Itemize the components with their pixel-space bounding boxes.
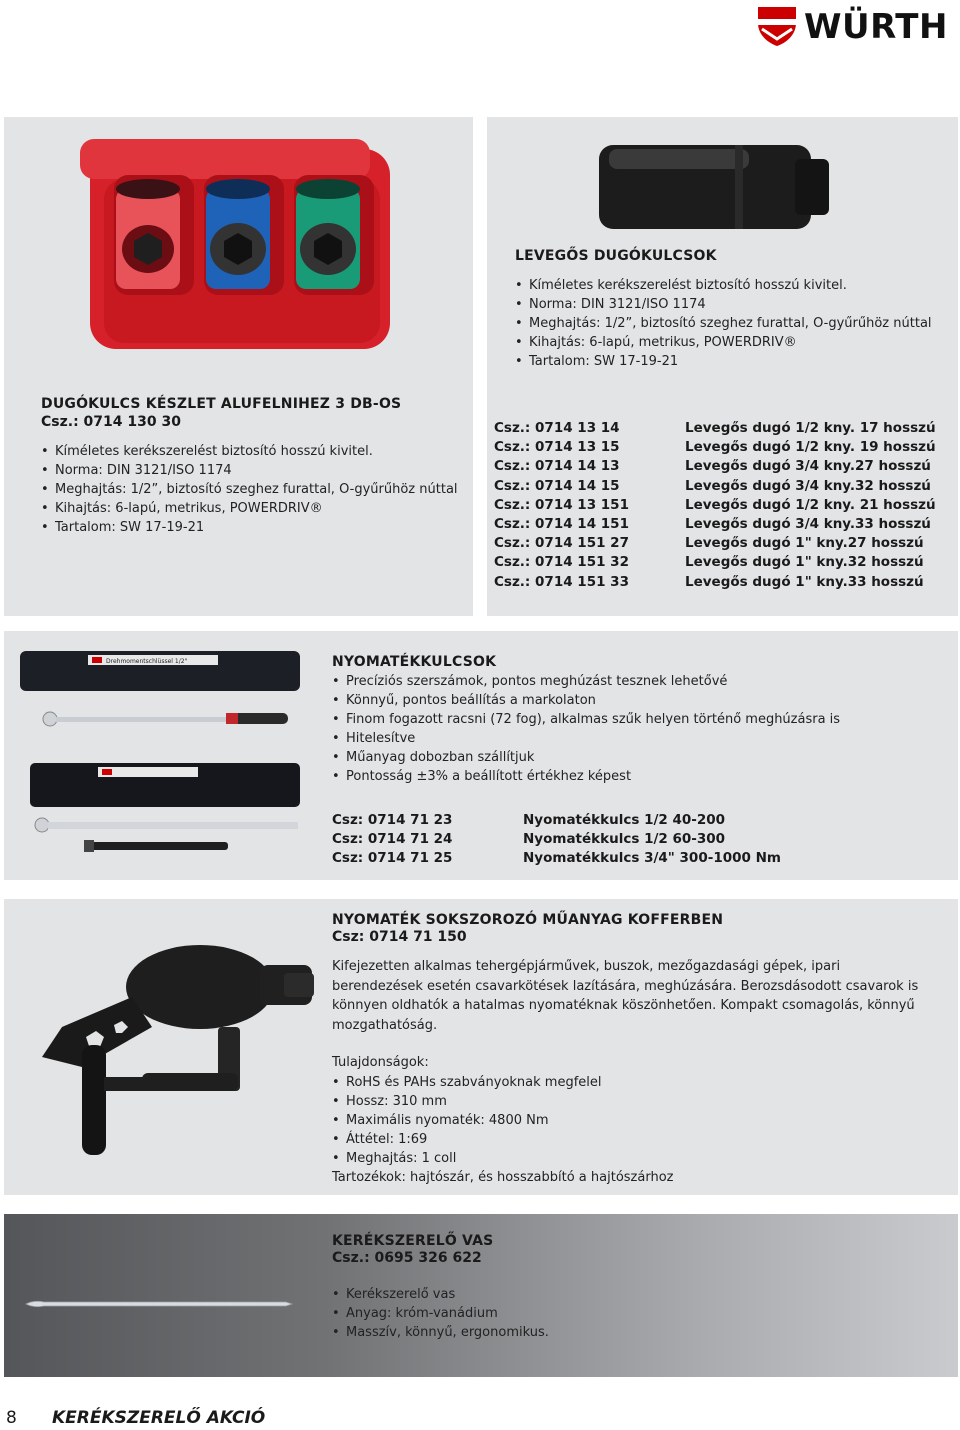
list-item: • Meghajtás: 1/2”, biztosító szeghez furattal, O-gyűrűhöz núttal <box>515 314 955 333</box>
properties-label: Tulajdonságok: <box>332 1055 429 1070</box>
table-row <box>332 849 781 868</box>
list-item: • Tartalom: SW 17-19-21 <box>41 518 461 537</box>
product-name-cell: Nyomatékkulcs 1/2 60-300 <box>523 831 726 848</box>
product-code-cell: Csz: 0714 71 23 <box>332 812 453 828</box>
properties-list <box>332 1073 952 1168</box>
list-item: • Finom fogazott racsni (72 fog), alkalmas szűk helyen történő meghúzásra is <box>332 710 952 729</box>
section-title: NYOMATÉKKULCSOK <box>332 654 497 670</box>
list-item: • Kihajtás: 6-lapú, metrikus, POWERDRIV® <box>41 499 461 518</box>
impact-socket-image <box>595 139 835 235</box>
tire-lever-image <box>24 1294 294 1314</box>
list-item: • Norma: DIN 3121/ISO 1174 <box>515 295 955 314</box>
feature-list <box>332 672 952 786</box>
list-item: • Pontosság ±3% a beállított értékhez képest <box>332 767 952 786</box>
product-name-cell: Levegős dugó 1" kny.33 hosszú <box>685 573 924 590</box>
section-title: LEVEGŐS DUGÓKULCSOK <box>515 248 717 264</box>
table-row <box>494 515 936 534</box>
table-row <box>494 573 936 592</box>
product-table <box>332 811 781 869</box>
table-row <box>494 457 936 476</box>
table-row <box>494 496 936 515</box>
list-item: • Norma: DIN 3121/ISO 1174 <box>41 461 461 480</box>
product-table <box>494 419 936 592</box>
product-code: Csz: 0714 71 150 <box>332 929 467 945</box>
product-code-cell: Csz: 0714 71 24 <box>332 831 453 848</box>
list-item: • Műanyag dobozban szállítjuk <box>332 748 952 767</box>
tire-lever-panel <box>4 1214 958 1377</box>
footer <box>0 1408 960 1430</box>
list-item: • Tartalom: SW 17-19-21 <box>515 352 955 371</box>
list-item: • Hossz: 310 mm <box>332 1092 952 1111</box>
brand-logo <box>756 5 956 51</box>
section-title: NYOMATÉK SOKSZOROZÓ MŰANYAG KOFFERBEN <box>332 912 724 928</box>
product-name-cell: Levegős dugó 1" kny.32 hosszú <box>685 554 924 571</box>
page-number: 8 <box>6 1408 17 1428</box>
list-item: • Hitelesítve <box>332 729 952 748</box>
product-name-cell: Levegős dugó 1/2 kny. 17 hosszú <box>685 420 936 436</box>
product-code-cell: Csz.: 0714 13 151 <box>494 496 629 513</box>
product-code: Csz.: 0714 130 30 <box>41 414 181 430</box>
product-name-cell: Levegős dugó 3/4 kny.27 hosszú <box>685 458 931 475</box>
product-code-cell: Csz.: 0714 14 15 <box>494 477 620 494</box>
torque-panel <box>4 631 958 880</box>
sockets-set-panel <box>4 117 473 616</box>
case-label: Drehmomentschlüssel 1/2" <box>106 658 188 665</box>
table-row <box>332 830 781 849</box>
product-description: Kifejezetten alkalmas tehergépjárművek, buszok, mezőgazdasági gépek, ipari berendezések esetén csavarkötések lazítására, meghúzására. Berozsdásodott csavarok is könnyen oldhatók a hatalmas nyomatéknak köszönhetően. Kompakt csomagolás, könnyű mozgathatóság. <box>332 959 919 1033</box>
table-row <box>332 811 781 830</box>
multiplier-panel <box>4 899 958 1195</box>
table-row <box>494 553 936 572</box>
product-code-cell: Csz.: 0714 13 15 <box>494 439 620 456</box>
list-item: • Kíméletes kerékszerelést biztosító hosszú kivitel. <box>41 442 461 461</box>
product-code-cell: Csz.: 0714 14 151 <box>494 516 629 533</box>
list-item: • Precíziós szerszámok, pontos meghúzást tesznek lehetővé <box>332 672 952 691</box>
feature-list <box>41 442 461 537</box>
list-item: • Kerékszerelő vas <box>332 1285 952 1304</box>
product-code-cell: Csz.: 0714 151 32 <box>494 554 629 571</box>
list-item: • Meghajtás: 1/2”, biztosító szeghez furattal, O-gyűrűhöz núttal <box>41 480 461 499</box>
product-name-cell: Levegős dugó 1/2 kny. 21 hosszú <box>685 496 936 513</box>
product-code-cell: Csz.: 0714 13 14 <box>494 420 620 436</box>
list-item: • Áttétel: 1:69 <box>332 1130 952 1149</box>
product-name-cell: Nyomatékkulcs 3/4" 300-1000 Nm <box>523 850 781 867</box>
list-item: • Meghajtás: 1 coll <box>332 1149 952 1168</box>
product-code-cell: Csz: 0714 71 25 <box>332 850 453 867</box>
table-row <box>494 438 936 457</box>
product-code: Csz.: 0695 326 622 <box>332 1250 482 1266</box>
product-name-cell: Levegős dugó 1/2 kny. 19 hosszú <box>685 439 936 456</box>
product-code-cell: Csz.: 0714 151 27 <box>494 535 629 552</box>
product-name-cell: Levegős dugó 3/4 kny.33 hosszú <box>685 516 931 533</box>
section-title: KERÉKSZERELŐ VAS <box>332 1233 494 1249</box>
socket-case-image <box>80 139 410 369</box>
list-item: • Maximális nyomaték: 4800 Nm <box>332 1111 952 1130</box>
accessories-text: Tartozékok: hajtószár, és hosszabbító a hajtószárhoz <box>332 1169 674 1185</box>
section-title: DUGÓKULCS KÉSZLET ALUFELNIHEZ 3 DB-OS <box>41 396 402 412</box>
table-row <box>494 534 936 553</box>
product-code-cell: Csz.: 0714 151 33 <box>494 573 629 590</box>
list-item: • RoHS és PAHs szabványoknak megfelel <box>332 1073 952 1092</box>
product-code-cell: Csz.: 0714 14 13 <box>494 458 620 475</box>
feature-list <box>332 1285 952 1342</box>
list-item: • Kíméletes kerékszerelést biztosító hosszú kivitel. <box>515 276 955 295</box>
brand-name: WÜRTH <box>804 7 948 47</box>
list-item: • Kihajtás: 6-lapú, metrikus, POWERDRIV® <box>515 333 955 352</box>
footer-title: KERÉKSZERELŐ AKCIÓ <box>52 1408 266 1428</box>
product-name-cell: Nyomatékkulcs 1/2 40-200 <box>523 812 726 828</box>
feature-list <box>515 276 955 371</box>
table-row <box>494 477 936 496</box>
wurth-logo-icon <box>756 5 798 47</box>
product-name-cell: Levegős dugó 1" kny.27 hosszú <box>685 535 924 552</box>
list-item: • Anyag: króm-vanádium <box>332 1304 952 1323</box>
list-item: • Masszív, könnyű, ergonomikus. <box>332 1323 952 1342</box>
list-item: • Könnyű, pontos beállítás a markolaton <box>332 691 952 710</box>
table-row <box>494 419 936 438</box>
product-name-cell: Levegős dugó 3/4 kny.32 hosszú <box>685 477 931 494</box>
torque-multiplier-image <box>22 927 322 1157</box>
torque-wrench-image <box>18 647 308 862</box>
air-sockets-panel <box>487 117 958 616</box>
